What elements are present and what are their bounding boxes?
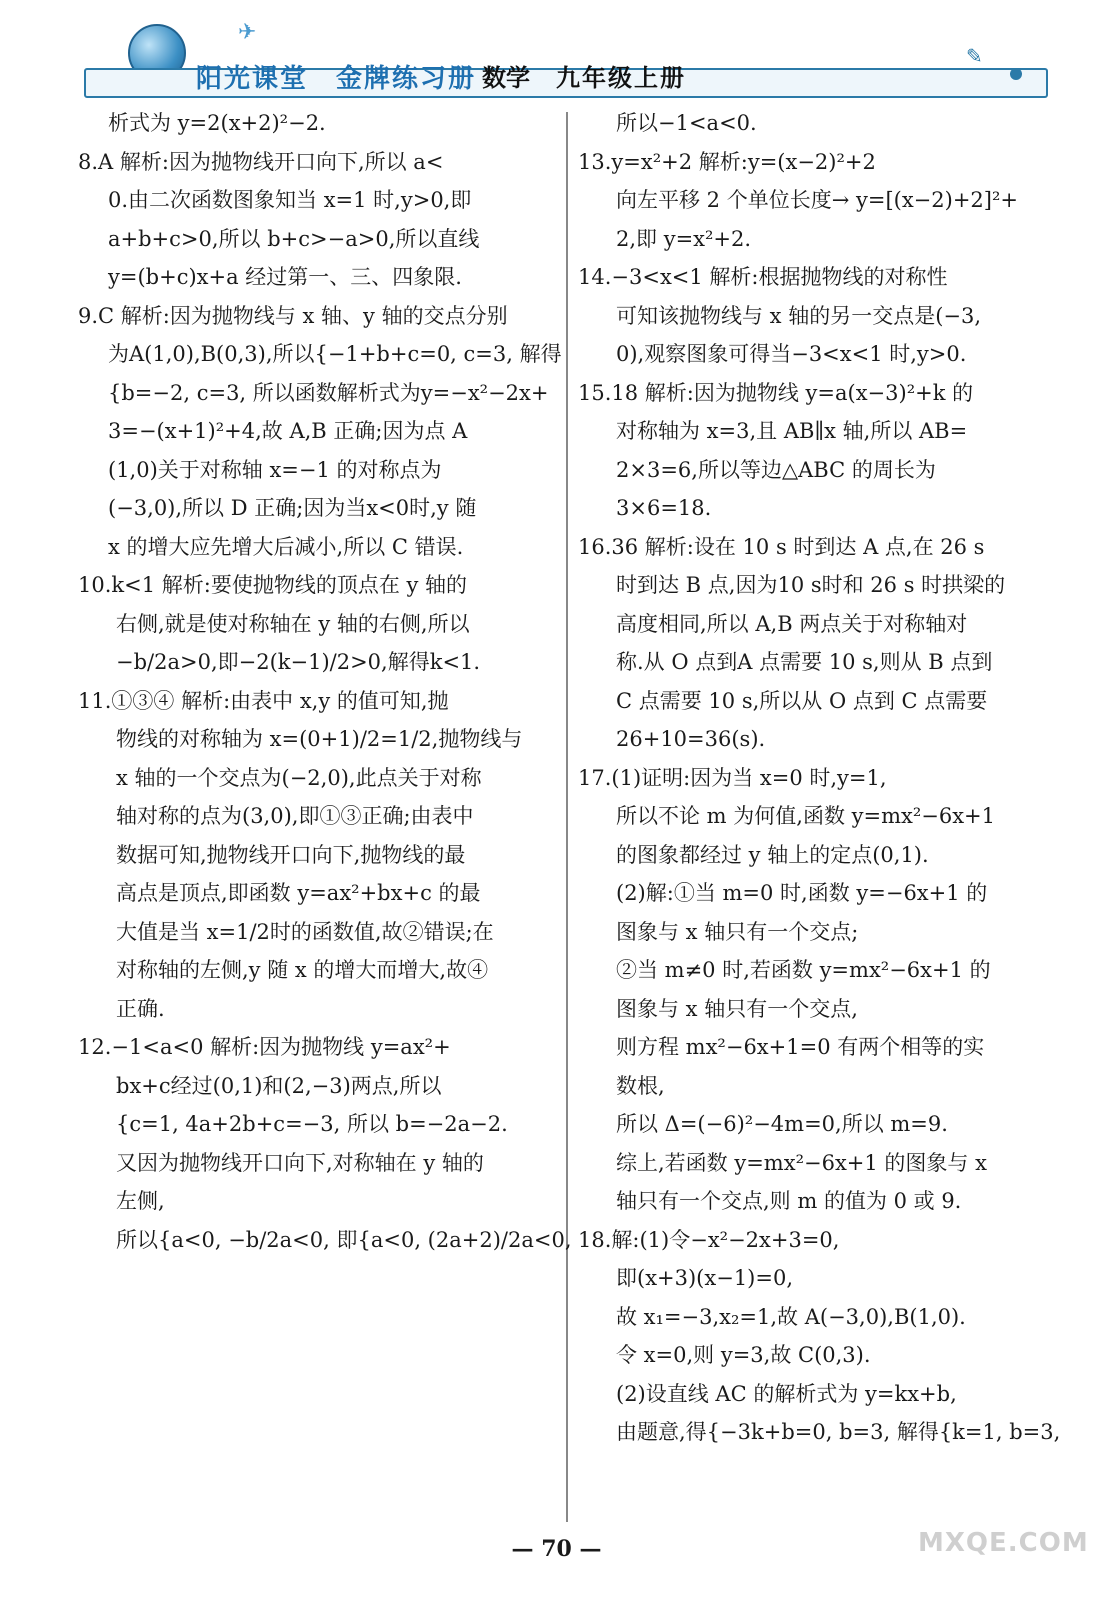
page-header	[0, 0, 1113, 110]
answer-line: 称.从 O 点到A 点需要 10 s,则从 B 点到	[616, 650, 993, 674]
header-dot-icon	[1010, 68, 1022, 80]
answer-line: 可知该抛物线与 x 轴的另一交点是(−3,	[616, 303, 982, 328]
answer-line: 高度相同,所以 A,B 两点关于对称轴对	[616, 611, 968, 636]
answer-line: 2×3=6,所以等边△ABC 的周长为	[616, 457, 936, 482]
left-column	[78, 104, 572, 1259]
answer-line: (2)设直线 AC 的解析式为 y=kx+b,	[616, 1381, 957, 1406]
answer-line: 析式为 y=2(x+2)²−2.	[108, 111, 326, 135]
answer-line: 所以−1<a<0.	[616, 111, 757, 135]
answer-line: 0),观察图象可得当−3<x<1 时,y>0.	[616, 342, 967, 366]
answer-line: 故 x₁=−3,x₂=1,故 A(−3,0),B(1,0).	[616, 1304, 966, 1329]
answer-line: 11.①③④ 解析:由表中 x,y 的值可知,抛	[78, 688, 449, 713]
answer-line: 图象与 x 轴只有一个交点;	[616, 919, 859, 944]
answer-line: {c=1, 4a+2b+c=−3, 所以 b=−2a−2.	[116, 1112, 508, 1136]
answer-line: 图象与 x 轴只有一个交点,	[616, 996, 858, 1021]
brand-title: 阳光课堂	[196, 64, 309, 94]
answer-line: 左侧,	[116, 1189, 165, 1213]
answer-line: 16.36 解析:设在 10 s 时到达 A 点,在 26 s	[578, 534, 985, 559]
answer-line: 26+10=36(s).	[616, 727, 766, 751]
answer-line: −b/2a>0,即−2(k−1)/2>0,解得k<1.	[116, 650, 481, 674]
answer-line: 由题意,得{−3k+b=0, b=3, 解得{k=1, b=3,	[616, 1420, 1061, 1444]
answer-line: a+b+c>0,所以 b+c>−a>0,所以直线	[108, 226, 480, 251]
answer-line: x 轴的一个交点为(−2,0),此点关于对称	[116, 765, 482, 790]
answer-line: 3=−(x+1)²+4,故 A,B 正确;因为点 A	[108, 419, 468, 443]
answer-line: 14.−3<x<1 解析:根据抛物线的对称性	[578, 265, 948, 289]
series-title: 金牌练习册	[336, 64, 477, 94]
answer-line: y=(b+c)x+a 经过第一、三、四象限.	[108, 265, 462, 289]
answer-line: 12.−1<a<0 解析:因为抛物线 y=ax²+	[78, 1035, 451, 1059]
answer-line: 8.A 解析:因为抛物线开口向下,所以 a<	[78, 149, 444, 174]
answer-line: (−3,0),所以 D 正确;因为当x<0时,y 随	[108, 496, 477, 520]
answer-line: 对称轴的左侧,y 随 x 的增大而增大,故④	[116, 958, 489, 982]
answer-line: 所以不论 m 为何值,函数 y=mx²−6x+1	[616, 804, 996, 828]
answer-line: 0.由二次函数图象知当 x=1 时,y>0,即	[108, 188, 472, 212]
paper-plane-icon: ✈	[238, 20, 257, 45]
answer-line: 为A(1,0),B(0,3),所以{−1+b+c=0, c=3, 解得	[108, 342, 562, 366]
answer-line: 向左平移 2 个单位长度→ y=[(x−2)+2]²+	[616, 188, 1018, 212]
subject-label: 数学	[482, 63, 530, 92]
answer-line: 17.(1)证明:因为当 x=0 时,y=1,	[578, 765, 887, 790]
answer-line: (1,0)关于对称轴 x=−1 的对称点为	[108, 457, 442, 482]
answer-line: 物线的对称轴为 x=(0+1)/2=1/2,抛物线与	[116, 727, 523, 751]
answer-line: 轴只有一个交点,则 m 的值为 0 或 9.	[616, 1189, 962, 1213]
answer-line: 正确.	[116, 996, 165, 1021]
answer-line: {b=−2, c=3, 所以函数解析式为y=−x²−2x+	[108, 380, 549, 405]
answer-line: 对称轴为 x=3,且 AB∥x 轴,所以 AB=	[616, 419, 968, 443]
answer-line: ②当 m≠0 时,若函数 y=mx²−6x+1 的	[616, 958, 991, 982]
answer-line: 大值是当 x=1/2时的函数值,故②错误;在	[116, 919, 494, 944]
answer-line: 右侧,就是使对称轴在 y 轴的右侧,所以	[116, 611, 470, 636]
answer-line: 9.C 解析:因为抛物线与 x 轴、y 轴的交点分别	[78, 303, 508, 328]
right-column	[578, 104, 1061, 1452]
answer-line: C 点需要 10 s,所以从 O 点到 C 点需要	[616, 688, 988, 713]
answer-line: 高点是顶点,即函数 y=ax²+bx+c 的最	[116, 881, 481, 905]
answer-line: 则方程 mx²−6x+1=0 有两个相等的实	[616, 1035, 985, 1059]
answer-line: 13.y=x²+2 解析:y=(x−2)²+2	[578, 149, 876, 174]
answer-line: 数据可知,抛物线开口向下,抛物线的最	[116, 842, 466, 867]
answer-line: 时到达 B 点,因为10 s时和 26 s 时拱梁的	[616, 573, 1006, 597]
grade-label: 九年级上册	[556, 63, 686, 92]
column-divider	[566, 112, 568, 1522]
answer-line: 的图象都经过 y 轴上的定点(0,1).	[616, 842, 929, 867]
answer-line: x 的增大应先增大后减小,所以 C 错误.	[108, 534, 464, 559]
answer-line: 10.k<1 解析:要使抛物线的顶点在 y 轴的	[78, 573, 468, 597]
answer-line: 所以{a<0, −b/2a<0, 即{a<0, (2a+2)/2a<0,	[116, 1227, 572, 1252]
answer-line: 所以 Δ=(−6)²−4m=0,所以 m=9.	[616, 1112, 948, 1136]
answer-line: 令 x=0,则 y=3,故 C(0,3).	[616, 1343, 871, 1367]
answer-line: (2)解:①当 m=0 时,函数 y=−6x+1 的	[616, 881, 988, 905]
answer-line: 轴对称的点为(3,0),即①③正确;由表中	[116, 804, 474, 828]
answer-line: 又因为抛物线开口向下,对称轴在 y 轴的	[116, 1150, 484, 1175]
answer-line: 15.18 解析:因为抛物线 y=a(x−3)²+k 的	[578, 380, 974, 405]
answer-line: 即(x+3)(x−1)=0,	[616, 1266, 794, 1290]
answer-line: 3×6=18.	[616, 496, 712, 520]
answer-line: 综上,若函数 y=mx²−6x+1 的图象与 x	[616, 1150, 987, 1175]
pen-mark-icon: ✎	[966, 44, 983, 68]
answer-line: 2,即 y=x²+2.	[616, 226, 752, 251]
answer-line: 18.解:(1)令−x²−2x+3=0,	[578, 1227, 840, 1252]
answer-line: bx+c经过(0,1)和(2,−3)两点,所以	[116, 1073, 442, 1098]
answer-line: 数根,	[616, 1073, 665, 1098]
watermark: MXQE.COM	[918, 1528, 1089, 1558]
page-number: — 70 —	[511, 1536, 602, 1562]
